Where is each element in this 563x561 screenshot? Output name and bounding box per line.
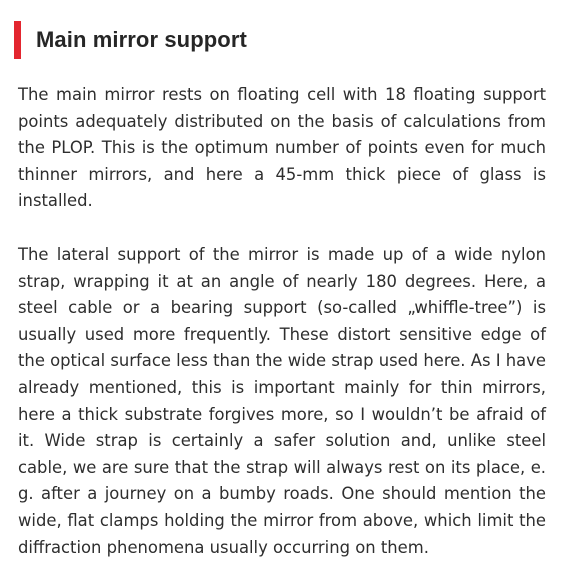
paragraph-mirror-cell: The main mirror rests on floating cell with 18 floating support points adequately distributed on the basis of calculations from the PLOP. This is the optimum number of points even for much thinner mirrors, and here a 45-mm thick piece of glass is installed.	[18, 85, 546, 211]
heading-accent-bar	[14, 21, 21, 59]
section-title: Main mirror support	[36, 27, 247, 52]
paragraph-lateral-support: The lateral support of the mirror is made up of a wide nylon strap, wrapping it at an angle of nearly 180 degrees. Here, a steel cable or a bearing support (so-called „whiffle-tree”) is usually used more frequently. These distort sensitive edge of the optical surface less than the wide strap used here. As I have already mentioned, this is important mainly for thin mirrors, here a thick substrate forgives more, so I wouldn’t be afraid of it. Wide strap is certainly a safer solution and, unlike steel cable, we are sure that the strap will always rest on its place, e. g. after a journey on a bumby roads. One should mention the wide, flat clamps holding the mirror from above, which limit the diffraction phenomena usually occurring on them.	[18, 244, 546, 557]
article-body	[18, 82, 546, 561]
section-heading	[14, 21, 247, 59]
